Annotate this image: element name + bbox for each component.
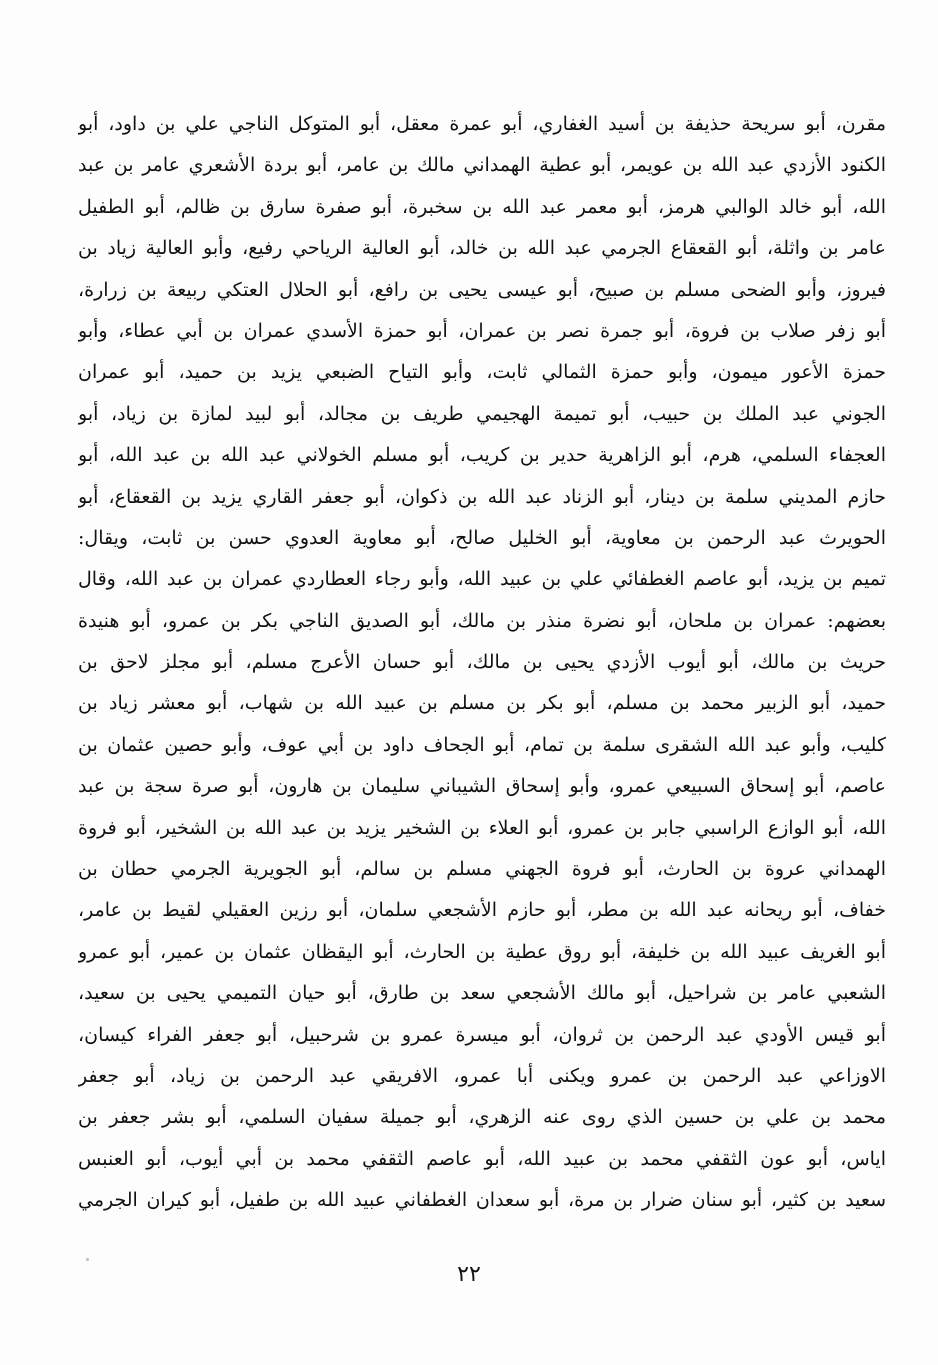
text-line: خفاف، أبو ريحانه عبد الله بن مطر، أبو حازم الأشجعي سلمان، أبو رزين العقيلي لقيط بن عامر، <box>78 899 886 922</box>
text-line: مقرن، أبو سريحة حذيفة بن أسيد الغفاري، أبو عمرة معقل، أبو المتوكل الناجي علي بن داود، أبو <box>78 113 886 135</box>
text-line: العجفاء السلمي، هرم، أبو الزاهرية حدير بن كريب، أبو مسلم الخولاني عبد الله بن عبد الله، أبو <box>78 444 886 467</box>
text-line: تميم بن يزيد، أبو عاصم الغطفائي علي بن عبيد الله، وأبو رجاء العطاردي عمران بن عبد الله، وقال <box>78 568 886 591</box>
text-line: حازم المديني سلمة بن دينار، أبو الزناد عبد الله بن ذكوان، أبو جعفر القاري يزيد بن القعقاع، أبو <box>78 485 886 508</box>
text-line: أبو الغريف عبيد الله بن خليفة، أبو روق عطية بن الحارث، أبو اليقظان عثمان بن عمير، أبو عمرو <box>78 940 886 963</box>
text-line: عاصم، أبو إسحاق السبيعي عمرو، وأبو إسحاق الشيباني سليمان بن هارون، أبو صرة سجة بن عبد <box>78 775 886 798</box>
text-line: الكنود الأزدي عبد الله بن عويمر، أبو عطية الهمداني مالك بن عامر، أبو بردة الأشعري عامر بن عبد <box>78 154 886 177</box>
body-text <box>78 104 886 1222</box>
text-line: الله، أبو الوازع الراسبي جابر بن عمرو، أبو العلاء بن الشخير يزيد بن عبد الله بن الشخير، أبو فروة <box>78 816 886 839</box>
text-line: اياس، أبو عون الثقفي محمد بن عبيد الله، أبو عاصم الثقفي محمد بن أبي أيوب، أبو العنبس <box>78 1147 886 1170</box>
page-number: ٢٢ <box>457 1262 481 1287</box>
text-line: حميد، أبو الزبير محمد بن مسلم، أبو بكر بن مسلم بن عبيد الله بن شهاب، أبو معشر زياد بن <box>78 692 886 715</box>
text-line: حمزة الأعور ميمون، وأبو حمزة الثمالي ثابت، وأبو التياح الضبعي يزيد بن حميد، أبو عمران <box>78 361 886 384</box>
text-line: أبو قيس الأودي عبد الرحمن بن ثروان، أبو ميسرة عمرو بن شرحبيل، أبو جعفر الفراء كيسان، <box>78 1023 886 1046</box>
text-line: الاوزاعي عبد الرحمن بن عمرو ويكنى أبا عمرو، الافريقي عبد الرحمن بن زياد، أبو جعفر <box>78 1064 886 1087</box>
text-line: الهمداني عروة بن الحارث، أبو فروة الجهني مسلم بن سالم، أبو الجويرية الجرمي حطان بن <box>78 858 886 881</box>
text-line: سعيد بن كثير، أبو سنان ضرار بن مرة، أبو سعدان الغطفاني عبيد الله بن طفيل، أبو كيران الجرمي <box>78 1189 886 1212</box>
text-line: الحويرث عبد الرحمن بن معاوية، أبو الخليل صالح، أبو معاوية العدوي حسن بن ثابت، ويقال: <box>78 526 886 549</box>
scan-speck <box>86 1258 89 1261</box>
text-line: فيروز، وأبو الضحى مسلم بن صبيح، أبو عيسى يحيى بن رافع، أبو الحلال العتكي ربيعة بن زرارة، <box>78 278 886 301</box>
text-line: محمد بن علي بن حسين الذي روى عنه الزهري، أبو جميلة سفيان السلمي، أبو بشر جعفر بن <box>78 1106 886 1129</box>
text-line: الشعبي عامر بن شراحيل، أبو مالك الأشجعي سعد بن طارق، أبو حيان التميمي يحيى بن سعيد، <box>78 982 886 1005</box>
text-line: الجوني عبد الملك بن حبيب، أبو تميمة الهجيمي طريف بن مجالد، أبو لبيد لمازة بن زياد، أبو <box>78 402 886 425</box>
text-line: أبو زفر صلاب بن فروة، أبو جمرة نصر بن عمران، أبو حمزة الأسدي عمران بن أبي عطاء، وأبو <box>78 319 886 342</box>
text-line: الله، أبو خالد الوالبي هرمز، أبو معمر عبد الله بن سخبرة، أبو صفرة سارق بن ظالم، أبو الطفيل <box>78 195 886 218</box>
text-line: عامر بن واثلة، أبو القعقاع الجرمي عبد الله بن خالد، أبو العالية الرياحي رفيع، وأبو العالية زياد بن <box>78 237 886 260</box>
text-line: كليب، وأبو عبد الله الشقرى سلمة بن تمام، أبو الجحاف داود بن أبي عوف، وأبو حصين عثمان بن <box>78 733 886 756</box>
text-line: حريث بن مالك، أبو أيوب الأزدي يحيى بن مالك، أبو حسان الأعرج مسلم، أبو مجلز لاحق بن <box>78 651 886 674</box>
text-line: بعضهم: عمران بن ملحان، أبو نضرة منذر بن مالك، أبو الصديق الناجي بكر بن عمرو، أبو هنيدة <box>78 609 886 632</box>
